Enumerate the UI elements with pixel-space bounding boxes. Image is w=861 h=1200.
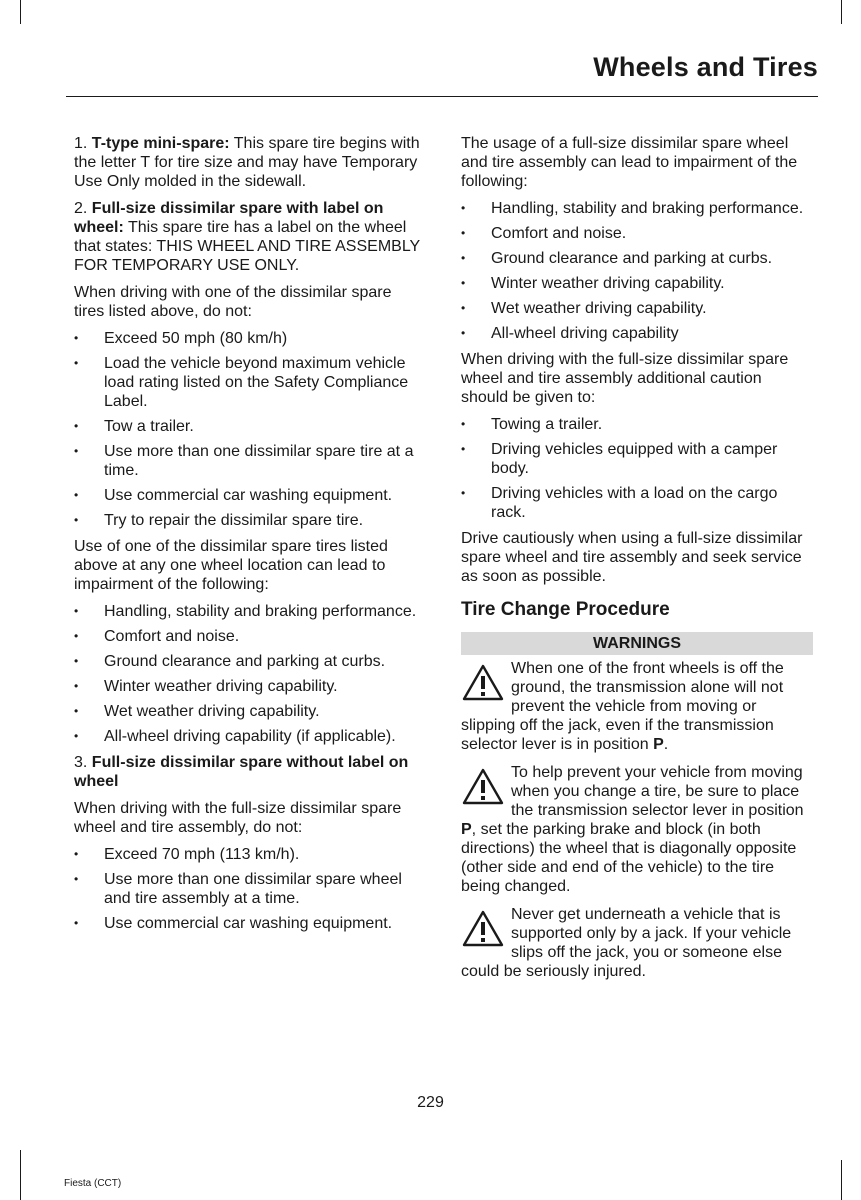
item-1: 1. T-type mini-spare: This spare tire begins with the letter T for tire size and may have Temporary Use Only molded in the sidewall. <box>74 135 420 190</box>
list-item: • Load the vehicle beyond maximum vehicle load rating listed on the Safety Compliance Label. <box>74 354 426 411</box>
page-number: 229 <box>417 1094 444 1111</box>
list-item: • Exceed 50 mph (80 km/h) <box>74 329 426 348</box>
list-item: • Ground clearance and parking at curbs. <box>74 652 426 671</box>
list-do-not <box>74 329 426 530</box>
intro-caution: When driving with the full-size dissimilar spare wheel and tire assembly additional caution should be given to: <box>461 351 789 406</box>
crop-mark-bottom-left <box>20 1150 21 1200</box>
warning-2: To help prevent your vehicle from moving when you change a tire, be sure to place the transmission selector lever in position P, set the parking brake and block (in both directions) the wheel that is diagonally opposite (other side and end of the vehicle) to the tire being changed. <box>461 764 804 895</box>
list-item: • Comfort and noise. <box>74 627 426 646</box>
list-item: • Use commercial car washing equipment. <box>74 486 426 505</box>
list-item: • Exceed 70 mph (113 km/h). <box>74 845 426 864</box>
list-item: • Wet weather driving capability. <box>74 702 426 721</box>
left-column <box>74 134 426 940</box>
item-3: 3. Full-size dissimilar spare without label on wheel <box>74 754 409 790</box>
list-item: • Use more than one dissimilar spare wheel and tire assembly at a time. <box>74 870 426 908</box>
list-item: • Handling, stability and braking performance. <box>461 199 813 218</box>
footer-model: Fiesta (CCT) <box>64 1178 122 1189</box>
list-item: • Tow a trailer. <box>74 417 426 436</box>
warning-triangle-icon <box>461 767 505 807</box>
list-item: • Winter weather driving capability. <box>74 677 426 696</box>
list-item: • Driving vehicles equipped with a camper body. <box>461 440 813 478</box>
section-heading: Tire Change Procedure <box>461 599 670 620</box>
warning-3: Never get underneath a vehicle that is supported only by a jack. If your vehicle slips off the jack, you or someone else could be seriously injured. <box>461 906 792 980</box>
drive-cautiously-text: Drive cautiously when using a full-size dissimilar spare wheel and tire assembly and seek service as soon as possible. <box>461 530 803 585</box>
list-full-size-do-not <box>74 845 426 933</box>
item-2: 2. Full-size dissimilar spare with label on wheel: This spare tire has a label on the wheel that states: THIS WHEEL AND TIRE ASSEMBLY FOR TEMPORARY USE ONLY. <box>74 200 420 274</box>
header-rule <box>66 96 818 97</box>
list-caution <box>461 415 813 522</box>
list-item: • Wet weather driving capability. <box>461 299 813 318</box>
intro-impairment: Use of one of the dissimilar spare tires listed above at any one wheel location can lead to impairment of the following: <box>74 538 388 593</box>
list-item: • Driving vehicles with a load on the cargo rack. <box>461 484 813 522</box>
warning-1: When one of the front wheels is off the ground, the transmission alone will not prevent the vehicle from moving or slipping off the jack, even if the transmission selector lever is in position P. <box>461 660 784 753</box>
list-impairment <box>74 602 426 746</box>
intro-usage: The usage of a full-size dissimilar spare wheel and tire assembly can lead to impairment of the following: <box>461 135 798 190</box>
list-item: • Towing a trailer. <box>461 415 813 434</box>
list-item: • All-wheel driving capability (if applicable). <box>74 727 426 746</box>
right-column <box>461 134 813 990</box>
list-item: • Use more than one dissimilar spare tire at a time. <box>74 442 426 480</box>
list-item: • Winter weather driving capability. <box>461 274 813 293</box>
crop-mark-bottom-right <box>841 1160 842 1200</box>
list-usage-impairment <box>461 199 813 343</box>
warning-triangle-icon <box>461 909 505 949</box>
list-item: • Try to repair the dissimilar spare tire. <box>74 511 426 530</box>
intro-do-not: When driving with one of the dissimilar spare tires listed above, do not: <box>74 284 392 320</box>
list-item: • Ground clearance and parking at curbs. <box>461 249 813 268</box>
warning-triangle-icon <box>461 663 505 703</box>
list-item: • Handling, stability and braking performance. <box>74 602 426 621</box>
page-title: Wheels and Tires <box>593 52 818 82</box>
intro-full-size-do-not: When driving with the full-size dissimilar spare wheel and tire assembly, do not: <box>74 800 402 836</box>
list-item: • Use commercial car washing equipment. <box>74 914 426 933</box>
list-item: • Comfort and noise. <box>461 224 813 243</box>
list-item: • All-wheel driving capability <box>461 324 813 343</box>
warnings-header: WARNINGS <box>461 632 813 655</box>
crop-mark-top-right <box>841 0 842 24</box>
crop-mark-top-left <box>20 0 21 24</box>
